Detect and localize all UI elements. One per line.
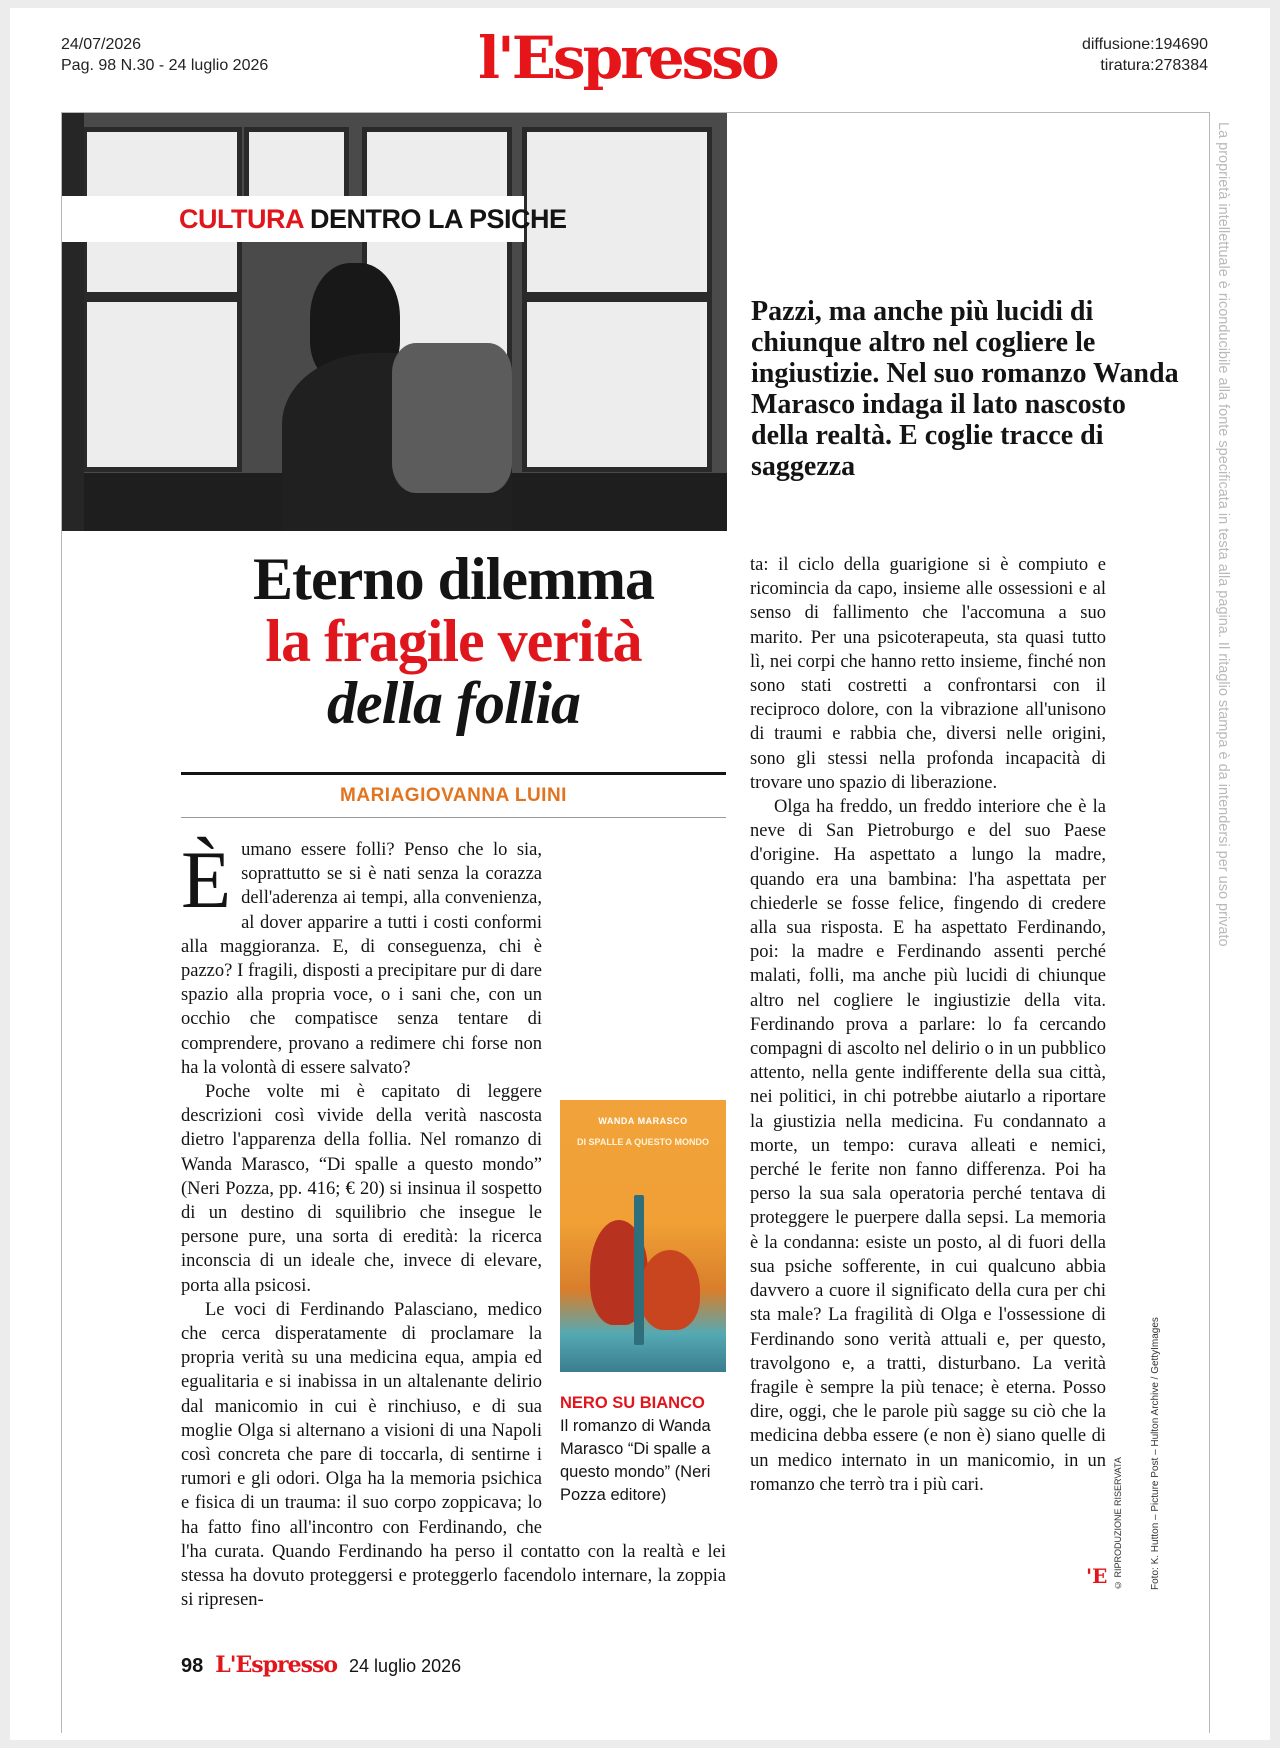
headline-rule	[181, 772, 726, 775]
book-cover-image	[560, 1100, 726, 1372]
clipping-page-ref: Pag. 98 N.30 - 24 luglio 2026	[61, 57, 269, 74]
book-cover-author: WANDA MARASCO	[598, 1116, 688, 1126]
clipping-header-right	[1082, 34, 1208, 76]
print-run-figure: tiratura:278384	[1100, 57, 1208, 74]
article-photo	[62, 113, 727, 531]
masthead-logo: l'Espresso	[478, 24, 777, 92]
book-caption	[560, 1392, 730, 1507]
paragraph-2: Poche volte mi è capitato di leggere descrizioni così vivide della verità nascosta dietro l'apparenza della follia. Nel romanzo di Wanda Marasco, “Di spalle a questo mondo” (Neri Pozza, pp. 416; € 20) si insinua il sospetto di un destino di squilibrio che insegue le persone pure, una sorta di eredità: la ricerca inconscia di un ideale che, invece di elevare, porta alla psicosi.	[181, 1082, 542, 1296]
headline-line-1: Eterno dilemma	[253, 546, 654, 612]
footer-brand: L'Espresso	[215, 1652, 338, 1678]
article-headline	[181, 548, 726, 734]
headline-line-3: della follia	[327, 670, 580, 736]
photo-credit: Foto: K. Hutton – Picture Post – Hulton Archive / GettyImages	[1150, 1317, 1161, 1590]
clipping-header-left	[61, 34, 268, 76]
byline-rule	[181, 817, 726, 818]
headline-line-2: la fragile verità	[265, 608, 642, 674]
section-topic: DENTRO LA PSICHE	[310, 204, 567, 234]
end-of-article-mark: 'E	[1086, 1564, 1108, 1588]
reproduction-rights: © RIPRODUZIONE RISERVATA	[1113, 1457, 1123, 1590]
paragraph-5: Olga ha freddo, un freddo interiore che è la neve di San Pietroburgo e del suo Paese d'origine. Ha aspettato a lungo la madre, quando era una bambina: l'ha aspettata per chiederle se fosse felice, fingendo di credere alla sua risposta. E ha aspettato Ferdinando, poi: la madre e Ferdinando assenti perché malati, folli, ma anche più lucidi di chiunque altro nel cogliere le ingiustizie della vita. Ferdinando prova a parlare: lo fa cercando compagni di ascolto nel delirio o in un pubblico attento, nella gente indifferente della sua città, nei politici, in chi potrebbe aiutarlo a riportare la giustizia nella medicina. Fu condannato a morte, un tempo: curava alleati e nemici, perché le ferite non fanno differenza. Poi ha perso la sua sala operatoria perché tentava di proteggere le puerpere dalla sepsi. La memoria è la condanna: esiste un posto, al di fuori della sua psiche sofferente, in cui qualcuno abbia davvero a cuore il significato della cura per chi sta male? La fragilità di Olga e l'ossessione di Ferdinando sono verità attuali e, per questo, travolgono e, a tratti, disturbano. La verità fragile è sempre la più tenace; è eterna. Posso dire, oggi, che le parole più sagge su ciò che la medicina debba essere (e non è) siano quelle di un medico internato in un manicomio, in un romanzo che terrò tra i più cari.	[750, 797, 1106, 1495]
caption-text: Il romanzo di Wanda Marasco “Di spalle a questo mondo” (Neri Pozza editore)	[560, 1417, 711, 1504]
article-column-right	[750, 553, 1106, 1593]
drop-cap: È	[181, 834, 232, 925]
circulation-figure: diffusione:194690	[1081, 36, 1208, 53]
paragraph-3: Le voci di Ferdinando Palasciano, medico che cerca disperatamente di proclamare la propria verità su una medicina equa, ampia ed egualitaria e si inabissa in un altalenante delirio dal manicomio in cui è rinchiuso, e di sua moglie Olga si alternano a visioni di una Napoli così concreta che pare di toccarla, di sentirne i rumori e gli odori. Olga ha la memoria psichica e fisica di un trauma: il suo corpo zoppicava; lo ha fatto fino all'incontro con Ferdinando, che l'ha curata. Quando Ferdinando ha perso il contatto con la realtà e lei stessa ha dovuto proteggersi e proteggerlo facendolo internare, la zoppia si ripresen-	[181, 1299, 726, 1611]
section-kicker: CULTURA	[179, 204, 303, 234]
page-footer	[181, 1652, 461, 1682]
footer-date: 24 luglio 2026	[349, 1656, 462, 1676]
clipping-date: 24/07/2026	[61, 36, 142, 53]
footer-page-number: 98	[181, 1655, 204, 1677]
copyright-side-notice: La proprietà intellettuale è riconducibile alla fonte specificata in testa alla pagina. Il ritaglio stampa è da intendersi per uso privato	[1215, 122, 1231, 947]
author-byline: MARIAGIOVANNA LUINI	[340, 785, 567, 806]
section-label	[62, 196, 567, 242]
paragraph-1: umano essere folli? Penso che lo sia, soprattutto se si è nati senza la corazza dell'aderenza ai tempi, alla convenienza, al dover apparire a tutti i costi conformi alla maggioranza. E, di conseguenza, chi è pazzo? I fragili, disposti a precipitare pur di dare spazio alla propria voce, o i sani che, con un occhio che compatisce senza tentare di comprendere, provano a redimere chi forse non ha la volontà di essere salvato?	[181, 840, 542, 1078]
book-cover-title: DI SPALLE A QUESTO MONDO	[576, 1137, 709, 1147]
article-deck: Pazzi, ma anche più lucidi di chiunque altro nel cogliere le ingiustizie. Nel suo romanzo Wanda Marasco indaga il lato nascosto della realtà. E coglie tracce di saggezza	[751, 296, 1179, 482]
paragraph-4: ta: il ciclo della guarigione si è compiuto e ricomincia da capo, insieme alle ossessioni e al senso di fallimento che l'accomuna a suo marito. Per una psicoterapeuta, sta quasi tutto lì, nei corpi che hanno retto insieme, finché non sono stati costretti a confrontarsi con il reciproco dolore, con la vibrazione all'unisono di traumi e rabbia che, diversi nelle origini, sono gli stessi nella profonda incapacità di trovare uno spazio di liberazione.	[750, 555, 1106, 793]
caption-title: NERO SU BIANCO	[560, 1394, 705, 1412]
